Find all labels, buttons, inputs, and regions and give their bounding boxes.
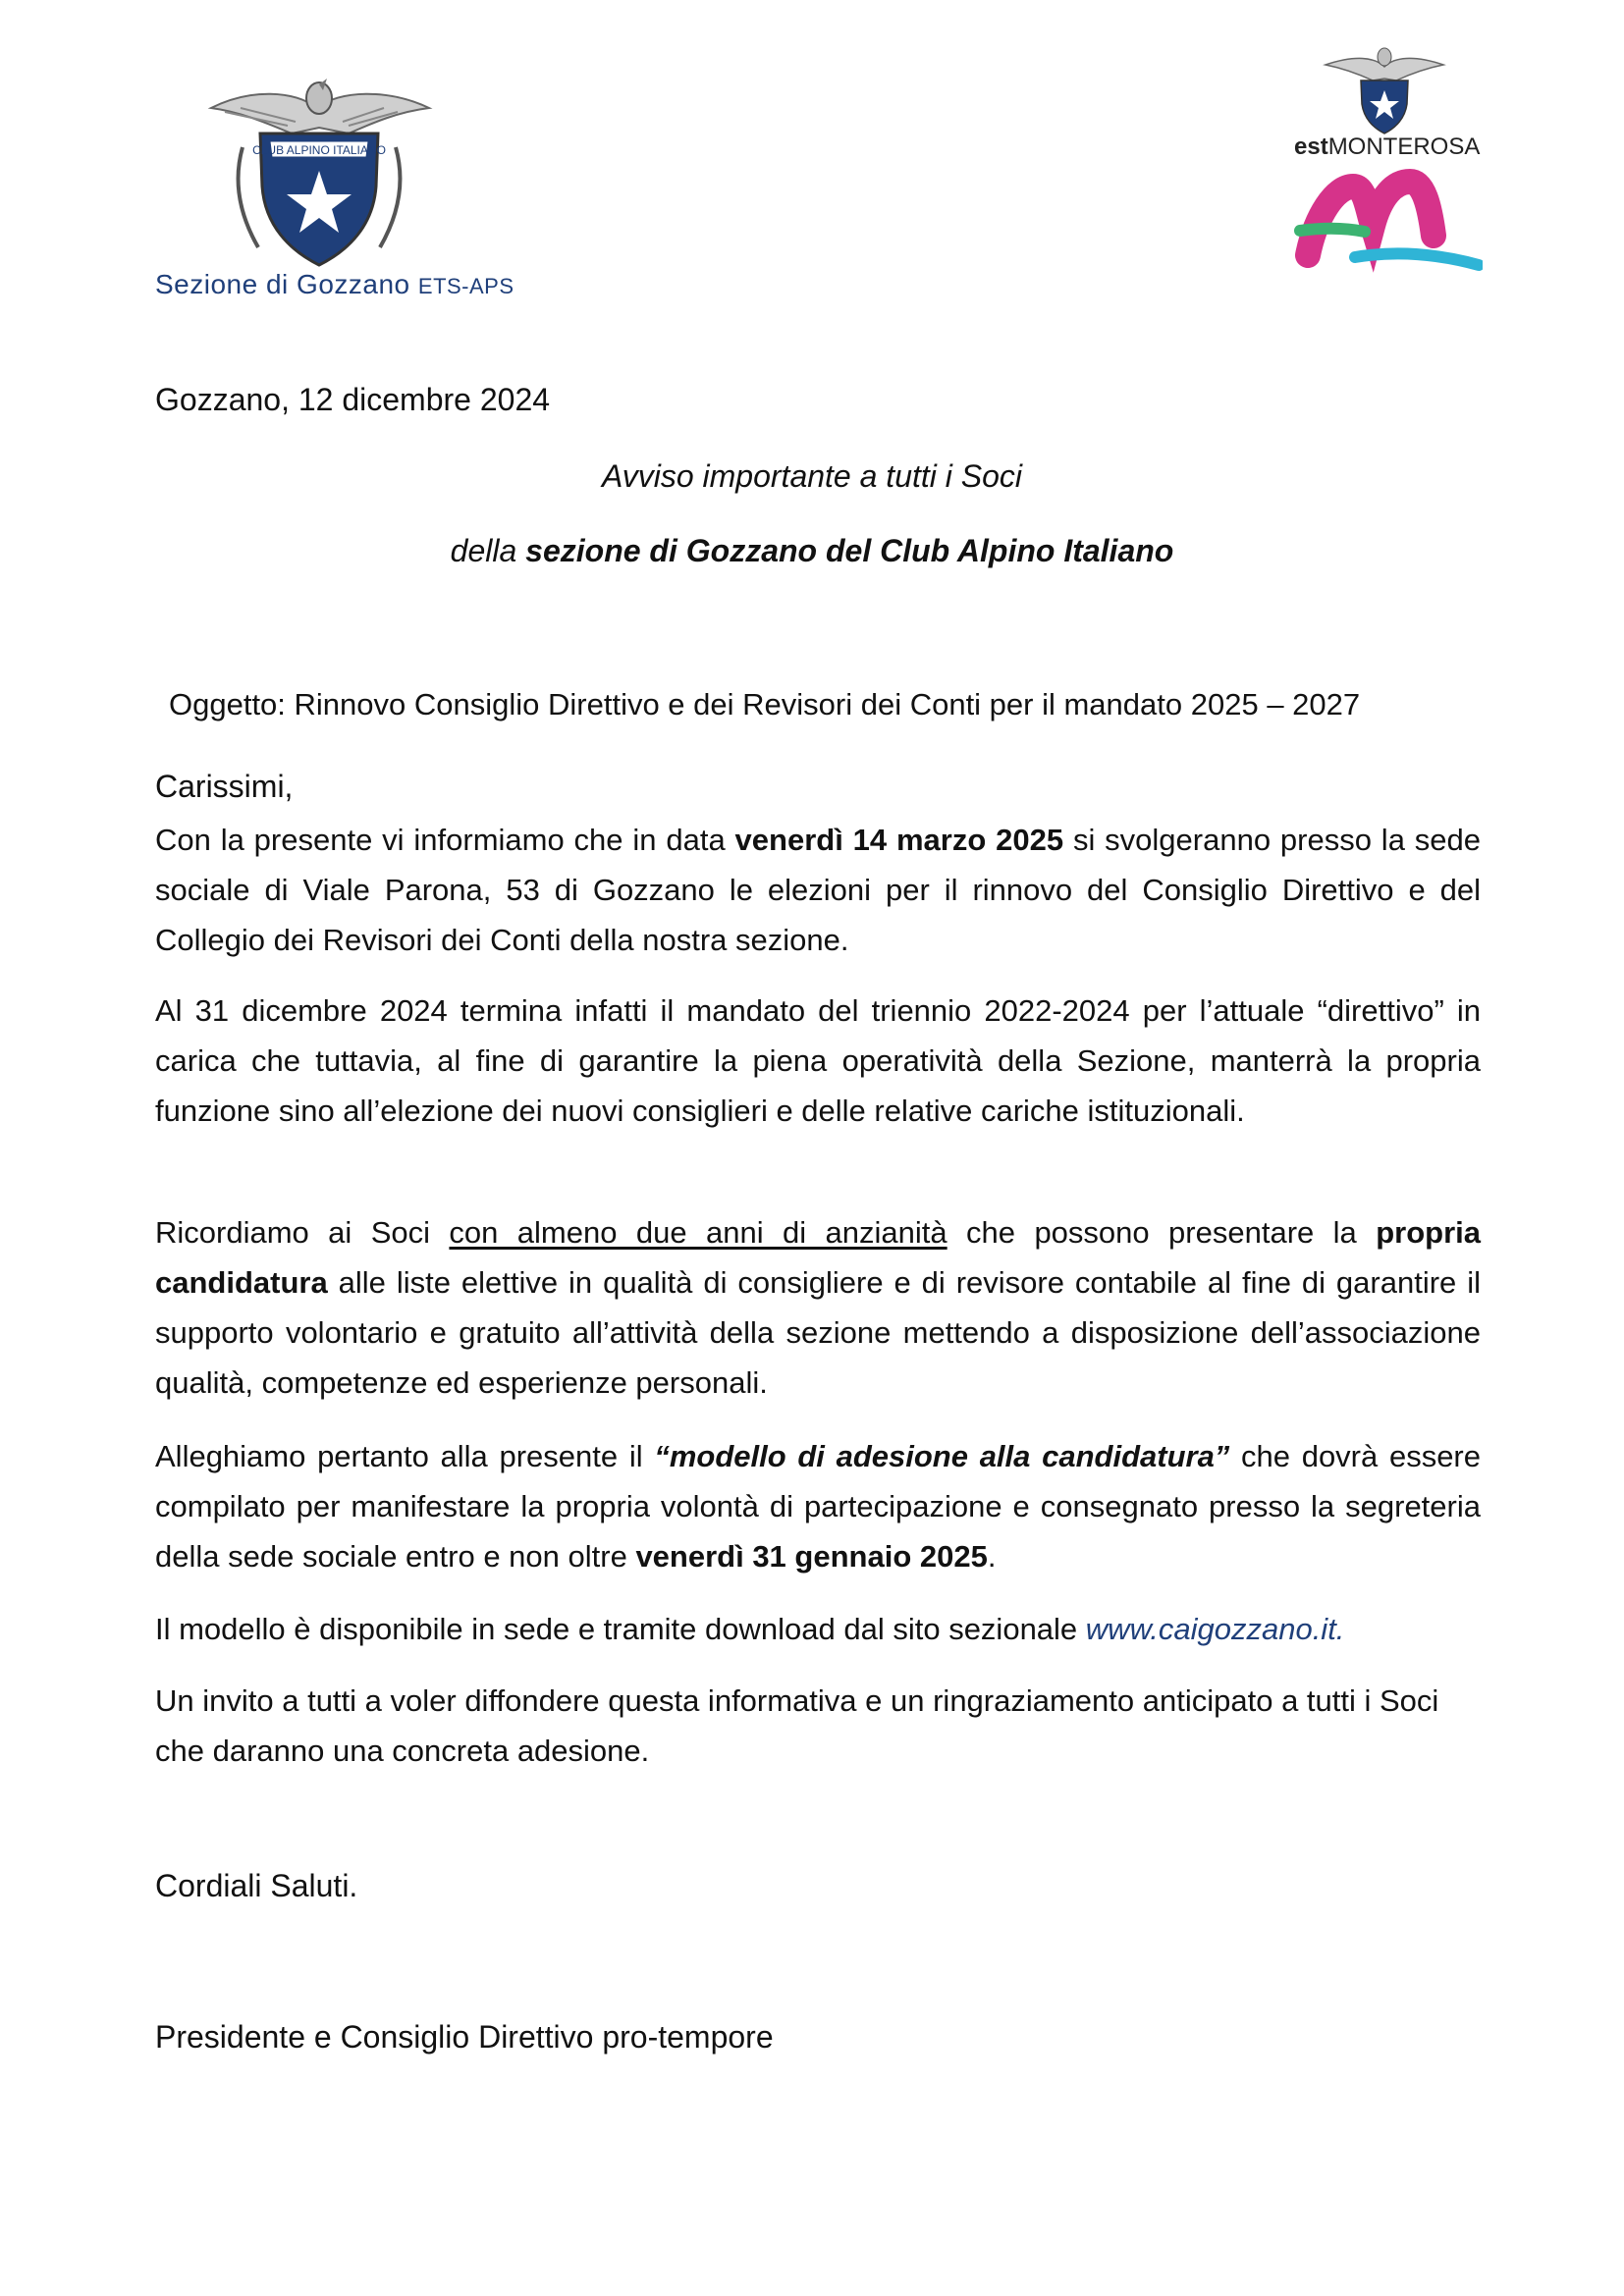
section-name: Sezione di Gozzano ETS-APS [155,269,514,299]
paragraph-invitation: Un invito a tutti a voler diffondere questa informativa e un ringraziamento anticipato a tutti i Soci che daranno una concreta adesione. [155,1683,1439,1768]
notice-title: Avviso importante a tutti i Soci [601,458,1023,494]
form-name: “modello di adesione alla candidatura” [654,1439,1230,1473]
cai-small-emblem-icon [1326,48,1443,133]
signature: Presidente e Consiglio Direttivo pro-tempore [155,2019,774,2055]
deadline-date: venerdì 31 gennaio 2025 [635,1539,988,1574]
website-link[interactable]: www.caigozzano.it. [1085,1612,1345,1646]
monterosa-m-icon [1300,182,1479,265]
paragraph-download: Il modello è disponibile in sede e tramite download dal sito sezionale www.caigozzano.it. [155,1612,1345,1646]
subject-line: Oggetto: Rinnovo Consiglio Direttivo e dei Revisori dei Conti per il mandato 2025 – 2027 [169,687,1361,721]
eagle-icon [211,79,429,133]
svg-text:CLUB ALPINO ITALIANO: CLUB ALPINO ITALIANO [252,143,386,157]
shield-icon [252,133,386,265]
election-date: venerdì 14 marzo 2025 [734,823,1064,857]
est-monterosa-wordmark: estMONTEROSA [1294,133,1481,160]
paragraph-election-date: Con la presente vi informiamo che in data venerdì 14 marzo 2025 si svolgeranno presso la sede sociale di Viale Parona, 53 di Gozzano le elezioni per il rinnovo del Consiglio Direttivo e del Collegio dei Revisori dei Conti della nostra sezione. [155,823,1482,957]
greeting: Carissimi, [155,769,294,804]
paragraph-candidacy: Ricordiamo ai Soci con almeno due anni di anzianità che possono presentare la propria candidatura alle liste elettive in qualità di consigliere e di revisore contabile al fine di garantire il supporto volontario e gratuito all’attività della sezione mettendo a disposizione dell’associazione qualità, competenze ed esperienze personali. [155,1215,1481,1400]
paragraph-mandate: Al 31 dicembre 2024 termina infatti il mandato del triennio 2022-2024 per l’attuale “direttivo” in carica che tuttavia, al fine di garantire la piena operatività della Sezione, manterrà la propria funzione sino all’elezione dei nuovi consiglieri e delle relative cariche istituzionali. [155,993,1481,1128]
place-date: Gozzano, 12 dicembre 2024 [155,382,551,417]
section-suffix: ETS-APS [417,274,514,298]
paragraph-form: Alleghiamo pertanto alla presente il “modello di adesione alla candidatura” che dovrà essere compilato per manifestare la propria volontà di partecipazione e consegnato presso la segreteria della sede sociale entro e non oltre venerdì 31 gennaio 2025. [155,1439,1481,1574]
notice-subtitle: della sezione di Gozzano del Club Alpino Italiano [450,533,1174,568]
cai-logo [201,69,437,270]
closing: Cordiali Saluti. [155,1868,358,1903]
